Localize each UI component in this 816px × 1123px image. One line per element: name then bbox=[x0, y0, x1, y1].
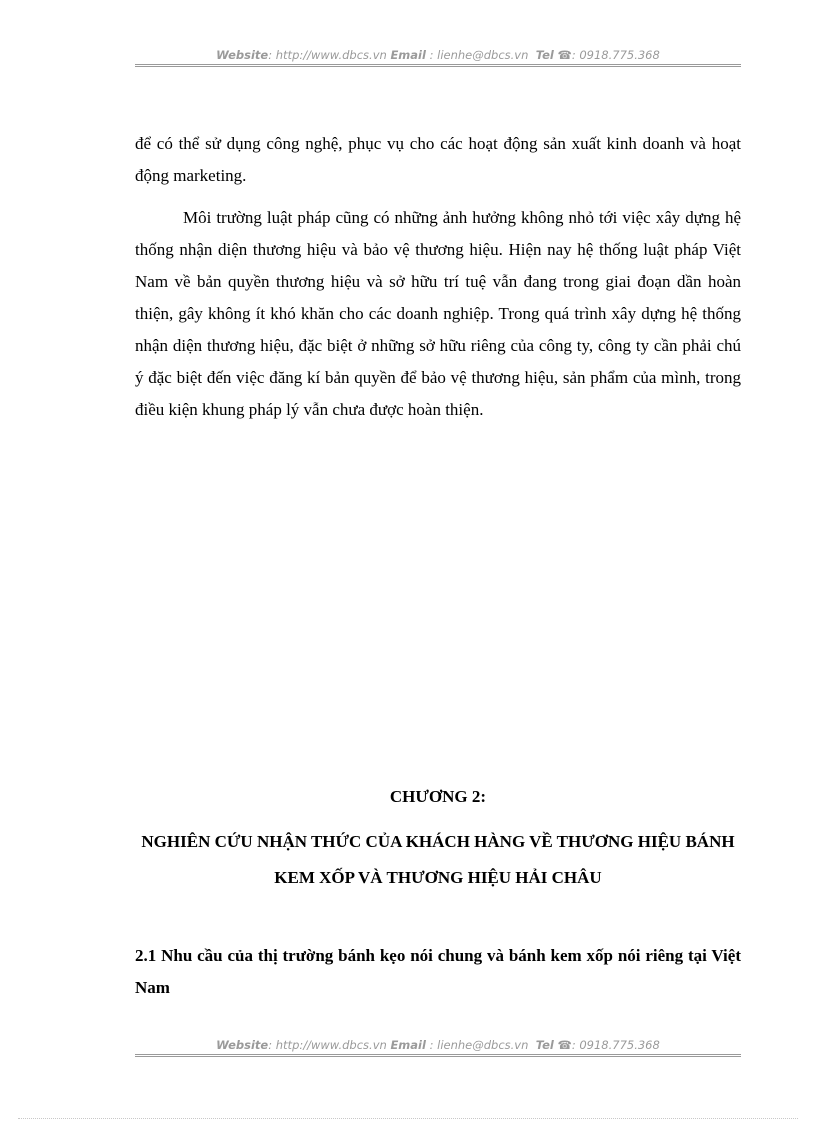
section-heading: 2.1 Nhu cầu của thị trường bánh kẹo nói chung và bánh kem xốp nói riêng tại Việt Nam bbox=[135, 946, 741, 997]
body-paragraph-1: để có thể sử dụng công nghệ, phục vụ cho các hoạt động sản xuất kinh doanh và hoạt động marketing. bbox=[135, 134, 741, 185]
header-website-label: Website bbox=[216, 48, 269, 62]
page-bottom-divider bbox=[18, 1118, 798, 1119]
phone-icon: ☎ bbox=[557, 48, 572, 62]
chapter-title: NGHIÊN CỨU NHẬN THỨC CỦA KHÁCH HÀNG VỀ THƯƠNG HIỆU BÁNH KEM XỐP VÀ THƯƠNG HIỆU HẢI CHÂU bbox=[141, 832, 735, 887]
chapter-number: CHƯƠNG 2: bbox=[389, 787, 487, 806]
footer-email-label: Email bbox=[390, 1038, 426, 1052]
page-footer bbox=[135, 1038, 741, 1057]
header-tel-value: : 0918.775.368 bbox=[571, 48, 660, 62]
header-email-label: Email bbox=[390, 48, 426, 62]
footer-tel-label: Tel bbox=[535, 1038, 554, 1052]
footer-website-label: Website bbox=[216, 1038, 269, 1052]
body-paragraph-2: Môi trường luật pháp cũng có những ảnh hưởng không nhỏ tới việc xây dựng hệ thống nhận diện thương hiệu và bảo vệ thương hiệu. Hiện nay hệ thống luật pháp Việt Nam về bản quyền thương hiệu và sở hữu trí tuệ vẫn đang trong giai đoạn dần hoàn thiện, gây không ít khó khăn cho các doanh nghiệp. Trong quá trình xây dựng hệ thống nhận diện thương hiệu, đặc biệt ở những sở hữu riêng của công ty, công ty cần phải chú ý đặc biệt đến việc đăng kí bản quyền để bảo vệ thương hiệu, sản phẩm của mình, trong điều kiện khung pháp lý vẫn chưa được hoàn thiện. bbox=[135, 208, 741, 419]
phone-icon: ☎ bbox=[557, 1038, 572, 1052]
footer-tel-value: : 0918.775.368 bbox=[571, 1038, 660, 1052]
footer-email-value: : lienhe@dbcs.vn bbox=[429, 1038, 529, 1052]
page-header bbox=[135, 48, 741, 67]
header-tel-label: Tel bbox=[535, 48, 554, 62]
footer-website-value: : http://www.dbcs.vn bbox=[268, 1038, 387, 1052]
header-email-value: : lienhe@dbcs.vn bbox=[429, 48, 529, 62]
header-website-value: : http://www.dbcs.vn bbox=[268, 48, 387, 62]
